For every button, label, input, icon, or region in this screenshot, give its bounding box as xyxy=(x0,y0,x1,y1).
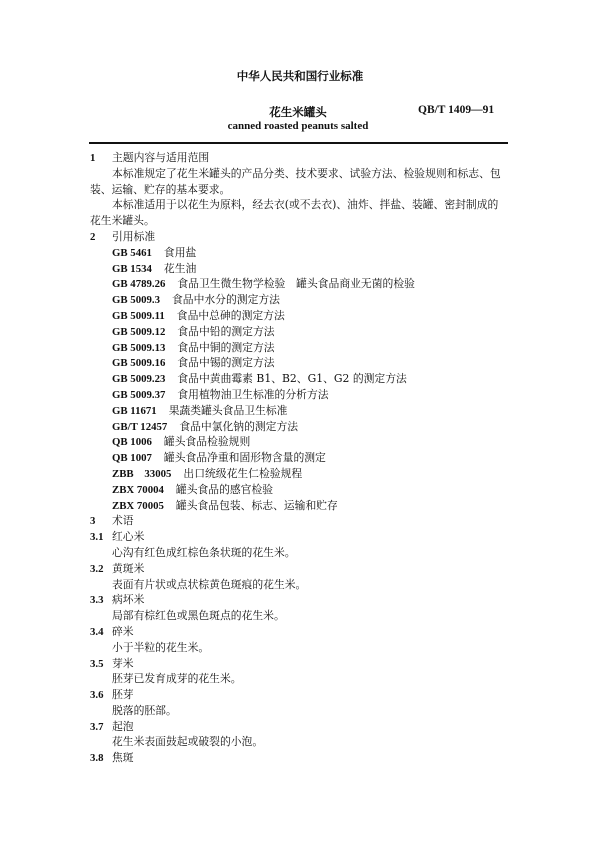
item-number: GB 5009.23 xyxy=(112,373,166,386)
section-heading xyxy=(90,229,510,245)
item-number: 3.8 xyxy=(90,752,104,765)
item-number: ZBX 70005 xyxy=(112,499,164,512)
item-text: 食用植物油卫生标准的分析方法 xyxy=(177,387,329,401)
reference-item xyxy=(90,276,510,292)
term-heading xyxy=(90,592,510,608)
item-number: GB 5009.12 xyxy=(112,325,166,338)
paragraph-line xyxy=(90,213,510,229)
item-number: 3.7 xyxy=(90,720,104,733)
document-title-en: canned roasted peanuts salted xyxy=(227,120,369,132)
reference-item xyxy=(90,434,510,450)
item-text: 出口统级花生仁检验规程 xyxy=(183,466,303,480)
paragraph-line xyxy=(90,608,510,624)
item-text: 局部有棕红色或黑色斑点的花生米。 xyxy=(112,609,285,623)
reference-item xyxy=(90,482,510,498)
item-number: GB 5009.16 xyxy=(112,357,166,370)
item-text: 果蔬类罐头食品卫生标准 xyxy=(168,403,288,417)
item-text: 本标准适用于以花生为原料，经去衣(或不去衣)、油炸、拌盐、装罐、密封制成的 xyxy=(112,198,499,212)
item-text: 胚芽已发育成芽的花生米。 xyxy=(112,672,242,686)
item-number: GB 5009.11 xyxy=(112,309,165,322)
reference-item xyxy=(90,292,510,308)
reference-item xyxy=(90,498,510,514)
section-heading xyxy=(90,150,510,166)
reference-item xyxy=(90,387,510,403)
item-text: 表面有片状或点状棕黄色斑痕的花生米。 xyxy=(112,577,307,591)
reference-item xyxy=(90,340,510,356)
paragraph-line xyxy=(90,577,510,593)
item-text: 食用盐 xyxy=(163,245,197,259)
paragraph-line xyxy=(90,640,510,656)
reference-item xyxy=(90,466,510,482)
item-text: 焦斑 xyxy=(112,751,134,765)
item-text: 芽米 xyxy=(112,656,134,670)
item-text: 食品中氯化钠的测定方法 xyxy=(179,419,299,433)
item-text: 主题内容与适用范围 xyxy=(112,151,210,164)
document-body xyxy=(90,150,510,766)
item-number: GB 5009.13 xyxy=(112,341,166,354)
item-text: 红心米 xyxy=(112,530,145,544)
item-number: 3.2 xyxy=(90,562,104,575)
reference-item xyxy=(90,419,510,435)
document-code: QB/T 1409—91 xyxy=(418,104,495,116)
item-text: 食品中铅的测定方法 xyxy=(177,324,275,338)
paragraph-line xyxy=(90,545,510,561)
paragraph-line xyxy=(90,166,510,182)
item-text: 罐头食品检验规则 xyxy=(163,435,251,449)
item-text: 心沟有红色成红棕色条状斑的花生米。 xyxy=(112,545,296,559)
term-heading xyxy=(90,624,510,640)
paragraph-line xyxy=(90,734,510,750)
item-text: 食品中总砷的测定方法 xyxy=(176,308,285,322)
reference-item xyxy=(90,324,510,340)
item-text: 起泡 xyxy=(112,719,134,733)
paragraph-line xyxy=(90,182,510,198)
header-rule xyxy=(89,142,508,144)
item-text: 罐头食品净重和固形物含量的测定 xyxy=(163,451,326,465)
item-number: 3.5 xyxy=(90,657,104,670)
reference-item xyxy=(90,355,510,371)
reference-item xyxy=(90,261,510,277)
item-text: 花生米表面鼓起或破裂的小泡。 xyxy=(112,735,264,749)
term-heading xyxy=(90,529,510,545)
item-number: GB/T 12457 xyxy=(112,420,168,433)
term-heading xyxy=(90,750,510,766)
reference-item xyxy=(90,403,510,419)
reference-item xyxy=(90,450,510,466)
item-text: 黄斑米 xyxy=(112,561,145,575)
item-text: 小于半粒的花生米。 xyxy=(112,640,210,654)
paragraph-line xyxy=(90,703,510,719)
item-text: 碎米 xyxy=(112,624,134,638)
item-text: 病坏米 xyxy=(112,593,145,607)
item-text: 本标准规定了花生米罐头的产品分类、技术要求、试验方法、检验规则和标志、包 xyxy=(112,166,501,180)
term-heading xyxy=(90,656,510,672)
item-number: ZBB 33005 xyxy=(112,467,172,480)
item-text: 食品中铜的测定方法 xyxy=(177,340,275,354)
item-number: 3.3 xyxy=(90,594,104,607)
item-number: GB 4789.26 xyxy=(112,278,166,291)
section-heading xyxy=(90,513,510,529)
item-number: GB 5009.37 xyxy=(112,388,166,401)
item-number: 2 xyxy=(90,230,96,243)
reference-item xyxy=(90,371,510,387)
item-number: 3 xyxy=(90,515,96,528)
item-number: GB 5461 xyxy=(112,246,152,259)
item-text: 食品中黄曲霉素 B1、B2、G1、G2 的测定方法 xyxy=(177,372,407,386)
item-number: GB 1534 xyxy=(112,262,152,275)
standard-title: 中华人民共和国行业标准 xyxy=(236,69,364,83)
item-text: 胚芽 xyxy=(112,688,134,702)
item-text: 罐头食品的感官检验 xyxy=(175,482,274,496)
document-title: 花生米罐头 xyxy=(269,105,327,119)
item-text: 食品中水分的测定方法 xyxy=(172,293,280,307)
paragraph-line xyxy=(90,197,510,213)
item-text: 罐头食品包装、标志、运输和贮存 xyxy=(175,498,338,512)
item-text: 脱落的胚部。 xyxy=(112,703,177,717)
term-heading xyxy=(90,687,510,703)
item-text: 引用标准 xyxy=(112,229,156,243)
item-number: 3.4 xyxy=(90,625,104,638)
item-number: GB 5009.3 xyxy=(112,294,160,307)
item-number: 1 xyxy=(90,152,96,164)
term-heading xyxy=(90,561,510,577)
item-number: GB 11671 xyxy=(112,404,157,417)
paragraph-line xyxy=(90,671,510,687)
item-number: 3.1 xyxy=(90,531,104,544)
item-number: QB 1007 xyxy=(112,452,152,465)
term-heading xyxy=(90,719,510,735)
item-text: 装、运输、贮存的基本要求。 xyxy=(90,182,231,196)
item-text: 食品中锡的测定方法 xyxy=(177,356,275,370)
reference-item xyxy=(90,245,510,261)
item-number: QB 1006 xyxy=(112,436,152,449)
item-number: 3.6 xyxy=(90,689,104,702)
item-text: 花生油 xyxy=(163,261,197,275)
reference-item xyxy=(90,308,510,324)
item-text: 食品卫生微生物学检验 罐头食品商业无菌的检验 xyxy=(177,277,415,291)
item-text: 花生米罐头。 xyxy=(90,214,155,228)
item-number: ZBX 70004 xyxy=(112,483,164,496)
item-text: 术语 xyxy=(112,514,134,528)
